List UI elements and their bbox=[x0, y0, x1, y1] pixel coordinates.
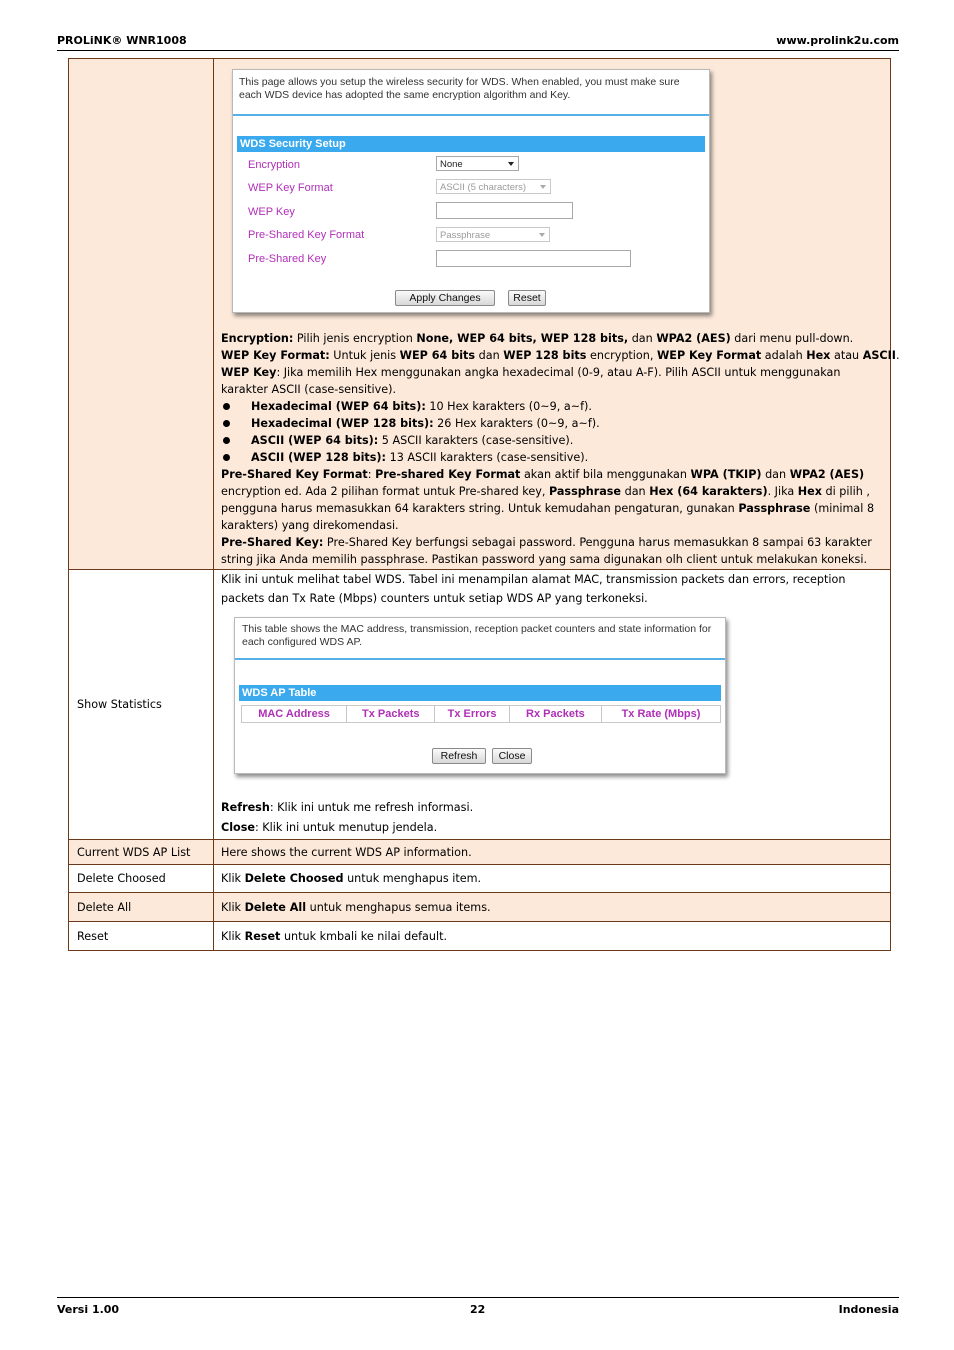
close-button[interactable]: Close bbox=[492, 748, 532, 764]
wds-ap-table-screenshot bbox=[234, 617, 726, 774]
security-setup-bar: WDS Security Setup bbox=[237, 136, 705, 152]
refresh-button[interactable]: Refresh bbox=[432, 748, 486, 764]
refresh-help: Refresh: Klik ini untuk me refresh informasi. bbox=[221, 801, 474, 814]
chevron-down-icon bbox=[539, 233, 545, 237]
psk-format-help-2: encryption ed. Ada 2 pilihan format untuk Pre-shared key, Passphrase dan Hex (64 karakters). Jika Hex di pilih , bbox=[221, 485, 870, 498]
table-row bbox=[69, 865, 891, 893]
table-row bbox=[69, 893, 891, 922]
row-label: Delete All bbox=[69, 893, 214, 922]
row-description bbox=[214, 59, 900, 570]
row-label: Show Statistics bbox=[69, 570, 214, 840]
psk-help-cont: string jika Anda memilih passphrase. Pastikan password yang sama digunakan olh client untuk melakukan koneksi. bbox=[221, 553, 867, 566]
row-description: Klik Reset untuk kmbali ke nilai default. bbox=[214, 922, 891, 951]
row-label-empty bbox=[69, 59, 214, 570]
encryption-label: Encryption bbox=[248, 159, 300, 171]
wep-key-help-cont: karakter ASCII (case-sensitive). bbox=[221, 383, 396, 396]
apply-changes-button[interactable]: Apply Changes bbox=[395, 290, 495, 306]
psk-format-label: Pre-Shared Key Format bbox=[248, 229, 365, 241]
encryption-help: Encryption: Pilih jenis encryption None, WEP 64 bits, WEP 128 bits, dan WPA2 (AES) dari menu pull-down. bbox=[221, 332, 854, 345]
wep-key-format-help: WEP Key Format: Untuk jenis WEP 64 bits dan WEP 128 bits encryption, WEP Key Format adalah Hex atau ASCII. bbox=[221, 349, 900, 362]
wep-key-label: WEP Key bbox=[248, 206, 295, 218]
close-help: Close: Klik ini untuk menutup jendela. bbox=[221, 821, 438, 834]
row-description: Klik Delete Choosed untuk menghapus item. bbox=[214, 865, 891, 893]
chevron-down-icon bbox=[540, 185, 546, 189]
chevron-down-icon bbox=[508, 162, 514, 166]
column-header: MAC Address bbox=[242, 706, 347, 722]
row-description: Klik Delete All untuk menghapus semua items. bbox=[214, 893, 891, 922]
wep-key-input[interactable] bbox=[436, 202, 573, 219]
row-description: Here shows the current WDS AP information. bbox=[214, 840, 891, 865]
table-row bbox=[69, 922, 891, 951]
psk-input[interactable] bbox=[436, 250, 631, 267]
list-item: ASCII (WEP 64 bits): 5 ASCII karakters (case-sensitive). bbox=[221, 432, 890, 449]
column-header: Tx Packets bbox=[347, 706, 435, 722]
row-label: Current WDS AP List bbox=[69, 840, 214, 865]
list-item: Hexadecimal (WEP 64 bits): 10 Hex karakters (0~9, a~f). bbox=[221, 398, 890, 415]
page-number: 22 bbox=[470, 1303, 486, 1316]
header-product: PROLiNK® WNR1008 bbox=[57, 34, 187, 47]
stats-intro: This table shows the MAC address, transmission, reception packet counters and state information for each configured WDS AP. bbox=[242, 623, 712, 648]
psk-help: Pre-Shared Key: Pre-Shared Key berfungsi sebagai password. Pengguna harus memasukkan 8 sampai 63 karakter bbox=[221, 536, 872, 549]
stats-help-1: Klik ini untuk melihat tabel WDS. Tabel ini menampilan alamat MAC, transmission packets dan errors, reception bbox=[221, 573, 846, 586]
psk-format-help-4: karakters) yang direkomendasi. bbox=[221, 519, 399, 532]
wds-ap-table-header bbox=[241, 705, 721, 723]
psk-format-help-3: pengguna harus memasukkan 64 karakters string. Untuk kemudahan pengaturan, gunakan Passphrase (minimal 8 bbox=[221, 502, 875, 515]
wep-key-help: WEP Key: Jika memilih Hex menggunakan angka hexadecimal (0-9, atau A-F). Pilih ASCII untuk menggunakan bbox=[221, 366, 841, 379]
security-intro: This page allows you setup the wireless security for WDS. When enabled, you must make sure each WDS device has adopted the same encryption algorithm and Key. bbox=[239, 76, 680, 101]
row-label: Reset bbox=[69, 922, 214, 951]
list-item: Hexadecimal (WEP 128 bits): 26 Hex karakters (0~9, a~f). bbox=[221, 415, 890, 432]
page-footer bbox=[57, 1297, 899, 1318]
header-website: www.prolink2u.com bbox=[776, 34, 899, 47]
wep-key-format-label: WEP Key Format bbox=[248, 182, 333, 194]
list-item: ASCII (WEP 128 bits): 13 ASCII karakters (case-sensitive). bbox=[221, 449, 890, 466]
table-row bbox=[69, 570, 891, 840]
table-row bbox=[69, 59, 891, 570]
wds-security-screenshot bbox=[232, 69, 710, 313]
footer-version: Versi 1.00 bbox=[57, 1303, 120, 1316]
psk-format-help: Pre-Shared Key Format: Pre-shared Key Format akan aktif bila menggunakan WPA (TKIP) dan WPA2 (AES) bbox=[221, 468, 865, 481]
settings-table bbox=[68, 58, 900, 951]
security-help-text bbox=[221, 330, 900, 569]
separator bbox=[235, 658, 725, 660]
page-header bbox=[57, 32, 899, 51]
psk-format-select[interactable]: Passphrase bbox=[436, 227, 550, 242]
column-header: Rx Packets bbox=[510, 706, 602, 722]
wds-ap-table-bar: WDS AP Table bbox=[239, 685, 721, 701]
footer-language: Indonesia bbox=[838, 1303, 899, 1316]
wep-key-format-select[interactable]: ASCII (5 characters) bbox=[436, 179, 551, 194]
row-label: Delete Choosed bbox=[69, 865, 214, 893]
psk-label: Pre-Shared Key bbox=[248, 253, 327, 265]
separator bbox=[233, 114, 709, 116]
column-header: Tx Rate (Mbps) bbox=[621, 708, 701, 720]
row-description bbox=[214, 570, 891, 840]
column-header: Tx Errors bbox=[435, 706, 509, 722]
table-row bbox=[69, 840, 891, 865]
stats-help-2: packets dan Tx Rate (Mbps) counters untuk setiap WDS AP yang terkoneksi. bbox=[221, 592, 648, 605]
reset-button[interactable]: Reset bbox=[508, 290, 546, 306]
encryption-select[interactable]: None bbox=[436, 156, 519, 171]
